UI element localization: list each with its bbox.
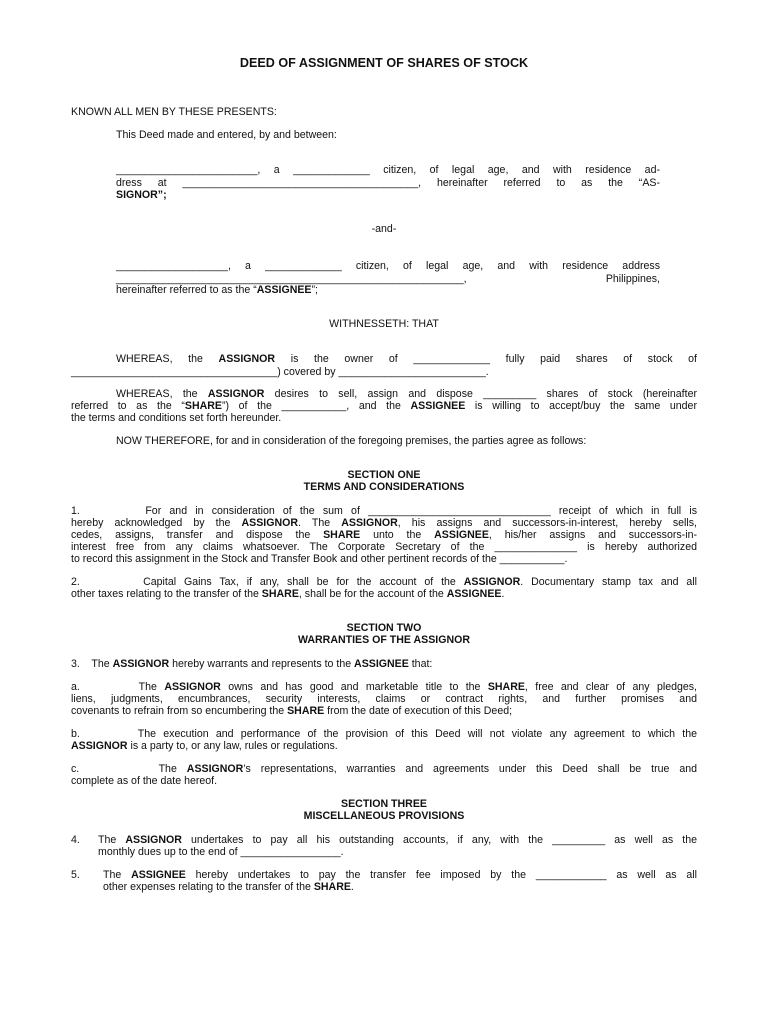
party2-line: hereinafter referred to as the “ASSIGNEE”; bbox=[116, 284, 318, 296]
clause-line: monthly dues up to the end of _________________. bbox=[98, 846, 344, 858]
clause-line: to record this assignment in the Stock and Transfer Book and other pertinent records of the ___________. bbox=[71, 553, 568, 565]
clause-line: covenants to refrain from so encumbering the SHARE from the date of execution of this Deed; bbox=[71, 705, 513, 717]
section-heading: SECTION TWO bbox=[346, 622, 422, 634]
clause-line: hereby acknowledged by the ASSIGNOR. The ASSIGNOR, his assigns and successors-in-interest, hereby sells, bbox=[71, 517, 697, 529]
clause-line: cedes, assigns, transfer and dispose the SHARE unto the ASSIGNEE, his/her assigns and successors-in- bbox=[71, 529, 697, 541]
clause-number: 4. bbox=[71, 834, 80, 846]
clause-line: 2. Capital Gains Tax, if any, shall be for the account of the ASSIGNOR. Documentary stamp tax and all bbox=[71, 576, 698, 588]
clause-line: complete as of the date hereof. bbox=[71, 775, 218, 787]
intro-line: This Deed made and entered, by and between: bbox=[116, 129, 337, 141]
party2-line: ___________________, a _____________ citizen, of legal age, and with residence address bbox=[116, 260, 660, 272]
clause-line: liens, judgments, encumbrances, security interests, claims or contract rights, and further promises and bbox=[71, 693, 697, 705]
whereas-clause-line: WHEREAS, the ASSIGNOR desires to sell, assign and dispose _________ shares of stock (hereinafter bbox=[116, 388, 697, 400]
clause-line: 1. For and in consideration of the sum of _______________________________ receipt of which in full is bbox=[71, 505, 697, 517]
section-heading: SECTION ONE bbox=[347, 469, 421, 481]
clause-line: The ASSIGNOR undertakes to pay all his outstanding accounts, if any, with the _________ as well as the bbox=[98, 834, 697, 846]
party1-line: ________________________, a _____________ citizen, of legal age, and with residence ad- bbox=[116, 164, 660, 176]
clause-line: 3. The ASSIGNOR hereby warrants and represents to the ASSIGNEE that: bbox=[71, 658, 433, 670]
clause-line: other expenses relating to the transfer of the SHARE. bbox=[103, 881, 354, 893]
section-heading: MISCELLANEOUS PROVISIONS bbox=[303, 810, 465, 822]
clause-line: other taxes relating to the transfer of the SHARE, shall be for the account of the ASSIGNEE. bbox=[71, 588, 505, 600]
whereas-clause-line: WHEREAS, the ASSIGNOR is the owner of _____________ fully paid shares of stock of bbox=[116, 353, 697, 365]
clause-line: interest free from any claims whatsoever. The Corporate Secretary of the ______________ is hereby authorized bbox=[71, 541, 697, 553]
clause-line: b. The execution and performance of the provision of this Deed will not violate any agreement to which the bbox=[71, 728, 697, 740]
clause-line: ASSIGNOR is a party to, or any law, rules or regulations. bbox=[71, 740, 338, 752]
clause-line: The ASSIGNEE hereby undertakes to pay the transfer fee imposed by the ____________ as well as all bbox=[103, 869, 698, 881]
section-heading: TERMS AND CONSIDERATIONS bbox=[303, 481, 465, 493]
clause-number: 5. bbox=[71, 869, 80, 881]
whereas-clause-line: referred to as the “SHARE”) of the ___________, and the ASSIGNEE is willing to accept/buy the same under bbox=[71, 400, 697, 412]
whereas-clause-line: ___________________________________) covered by _________________________. bbox=[71, 366, 489, 378]
section-heading: WARRANTIES OF THE ASSIGNOR bbox=[297, 634, 471, 646]
and-separator: -and- bbox=[371, 223, 397, 235]
document-title: DEED OF ASSIGNMENT OF SHARES OF STOCK bbox=[239, 56, 529, 70]
clause-line: a. The ASSIGNOR owns and has good and marketable title to the SHARE, free and clear of any pledges, bbox=[71, 681, 698, 693]
now-therefore-line: NOW THEREFORE, for and in consideration of the foregoing premises, the parties agree as follows: bbox=[116, 435, 587, 447]
section-heading: SECTION THREE bbox=[341, 798, 427, 810]
witnesseth-heading: WITHNESSETH: THAT bbox=[329, 318, 439, 330]
clause-line: c. The ASSIGNOR’s representations, warranties and agreements under this Deed shall be true and bbox=[71, 763, 697, 775]
party1-line: dress at ________________________________________, hereinafter referred to as the “AS- bbox=[116, 177, 660, 189]
party1-line: SIGNOR”; bbox=[116, 189, 167, 201]
whereas-clause-line: the terms and conditions set forth hereunder. bbox=[71, 412, 282, 424]
party2-line: ___________________________________________________________, Philippines, bbox=[116, 273, 660, 285]
opening-line: KNOWN ALL MEN BY THESE PRESENTS: bbox=[71, 106, 277, 118]
